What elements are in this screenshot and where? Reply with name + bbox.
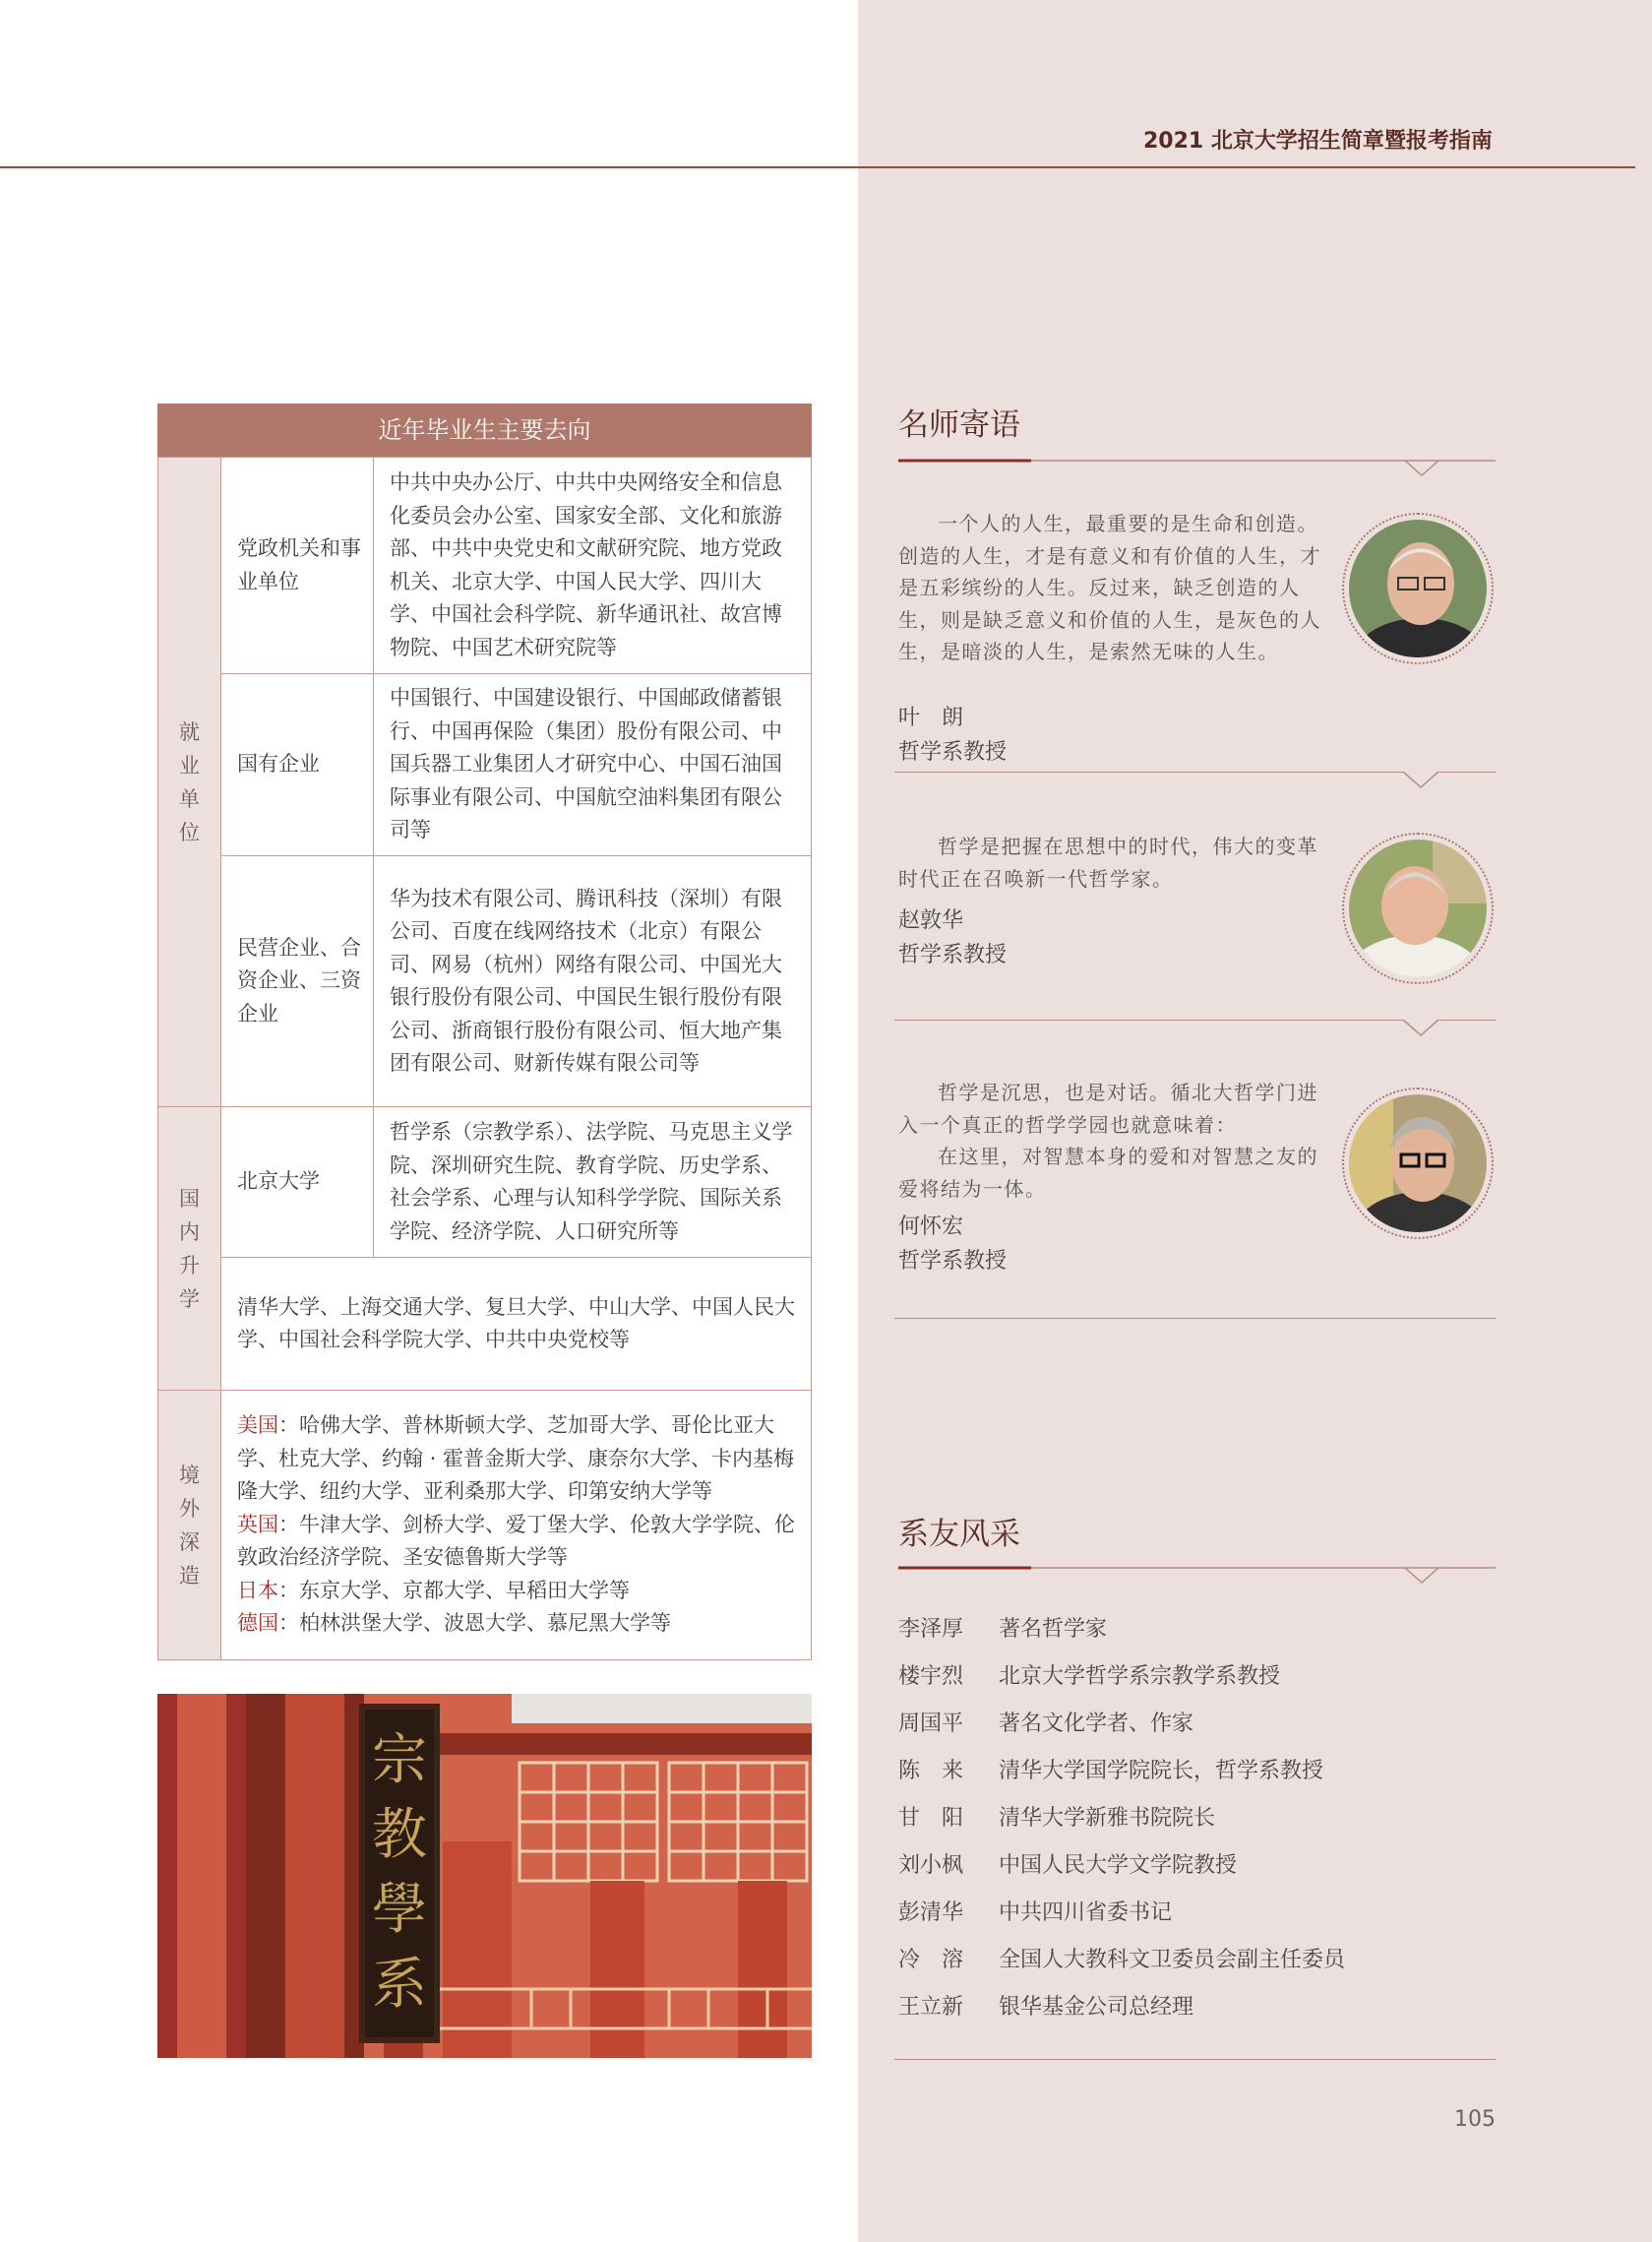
list-item (898, 1848, 1345, 1896)
running-header: 2021 北京大学招生简章暨报考指南 (1143, 129, 1493, 154)
country-label: 美国 (237, 1413, 278, 1438)
detail-cell: 哲学系（宗教学系）、法学院、马克思主义学院、深圳研究生院、教育学院、历史学系、社会学系、心理与认知科学学院、国际关系学院、经济学院、人口研究所等 (374, 1107, 812, 1258)
table-row (158, 856, 812, 1107)
country-schools: ：柏林洪堡大学、波恩大学、慕尼黑大学等 (278, 1611, 671, 1636)
teacher-role: 哲学系教授 (898, 943, 1008, 967)
list-item (898, 1612, 1345, 1659)
alumni-desc: 全国人大教科文卫委员会副主任委员 (999, 1948, 1346, 1972)
divider-notch (1403, 772, 1438, 789)
alumni-name: 冷 溶 (898, 1948, 964, 1972)
teacher-quote: 一个人的人生，最重要的是生命和创造。创造的人生，才是有意义和有价值的人生，才是五彩缤纷的人生。反过来，缺乏创造的人生，则是缺乏意义和价值的人生，是灰色的人生，是暗淡的人生，是索然无味的人生。 (898, 512, 1321, 663)
list-item (898, 1801, 1345, 1848)
table-row (158, 674, 812, 856)
divider (894, 2059, 1496, 2060)
country-schools: ：哈佛大学、普林斯顿大学、芝加哥大学、哥伦比亚大学、杜克大学、约翰 · 霍普金斯大学、康奈尔大学、卡内基梅隆大学、纽约大学、亚利桑那大学、印第安纳大学等 (237, 1413, 795, 1504)
country-schools: ：东京大学、京都大学、早稻田大学等 (278, 1578, 630, 1602)
department-building-photo (157, 1694, 812, 2058)
teacher-portrait (1342, 833, 1494, 984)
header-rule (0, 166, 1635, 168)
destinations-table (157, 404, 812, 1660)
teacher-quote: 哲学是把握在思想中的时代，伟大的变革时代正在召唤新一代哲学家。 (898, 835, 1318, 891)
table-title: 近年毕业生主要去向 (157, 404, 812, 457)
category-label: 国内升学 (179, 1186, 200, 1311)
teacher-role: 哲学系教授 (898, 1249, 1008, 1274)
list-item (898, 1990, 1345, 2037)
alumni-desc: 北京大学哲学系宗教学系教授 (999, 1664, 1281, 1689)
section-rule (898, 1558, 1496, 1588)
detail-cell: 中共中央办公厅、中共中央网络安全和信息化委员会办公室、国家安全部、文化和旅游部、中共中央党史和文献研究院、地方党政机关、北京大学、中国人民大学、四川大学、中国社会科学院、新华通讯社、故宫博物院、中国艺术研究院等 (374, 458, 812, 674)
alumni-desc: 清华大学新雅书院院长 (999, 1806, 1216, 1831)
teacher-role: 哲学系教授 (898, 740, 1008, 765)
divider-notch (1403, 1020, 1438, 1037)
teacher-portrait (1342, 513, 1494, 664)
country-label: 英国 (237, 1512, 278, 1536)
signboard-text: 宗教學系 (372, 1728, 427, 2017)
table-row (158, 1107, 812, 1258)
teacher-quote (898, 1077, 1321, 1205)
teacher-name: 赵敦华 (898, 908, 964, 933)
list-item (898, 1659, 1345, 1707)
detail-cell: 中国银行、中国建设银行、中国邮政储蓄银行、中国再保险（集团）股份有限公司、中国兵器工业集团人才研究中心、中国石油国际事业有限公司、中国航空油料集团有限公司等 (374, 674, 812, 856)
wide-detail-cell: 清华大学、上海交通大学、复旦大学、中山大学、中国人民大学、中国社会科学院大学、中共中央党校等 (221, 1258, 812, 1391)
overseas-cell (221, 1391, 812, 1660)
teacher-name: 何怀宏 (898, 1214, 964, 1239)
category-cell (158, 1391, 221, 1660)
teacher-portrait (1342, 1088, 1494, 1239)
list-item (898, 1896, 1345, 1943)
category-cell (158, 1107, 221, 1391)
detail-cell: 华为技术有限公司、腾讯科技（深圳）有限公司、百度在线网络技术（北京）有限公司、网易（杭州）网络有限公司、中国光大银行股份有限公司、中国民生银行股份有限公司、浙商银行股份有限公司、恒大地产集团有限公司、财新传媒有限公司等 (374, 856, 812, 1107)
destinations-grid (157, 457, 812, 1660)
subcategory-cell: 北京大学 (221, 1107, 374, 1258)
alumni-name: 甘 阳 (898, 1806, 964, 1831)
list-item (898, 1943, 1345, 1990)
country-schools: ：牛津大学、剑桥大学、爱丁堡大学、伦敦大学学院、伦敦政治经济学院、圣安德鲁斯大学等 (237, 1512, 795, 1570)
alumni-name: 陈 来 (898, 1759, 964, 1783)
list-item (898, 1754, 1345, 1801)
category-label: 境外深造 (179, 1463, 200, 1588)
alumni-desc: 中国人民大学文学院教授 (999, 1853, 1238, 1878)
divider (894, 1318, 1496, 1319)
alumni-name: 李泽厚 (898, 1617, 964, 1642)
table-row (158, 1258, 812, 1391)
alumni-section-title: 系友风采 (898, 1517, 1020, 1552)
section-rule (898, 449, 1496, 478)
quote-line: 在这里，对智慧本身的爱和对智慧之友的爱将结为一体。 (898, 1145, 1318, 1201)
table-row (158, 458, 812, 674)
alumni-name: 王立新 (898, 1995, 964, 2020)
table-row (158, 1391, 812, 1660)
alumni-desc: 银华基金公司总经理 (999, 1995, 1194, 2020)
alumni-list (898, 1612, 1345, 2037)
country-label: 德国 (237, 1611, 278, 1636)
alumni-desc: 中共四川省委书记 (999, 1900, 1173, 1925)
alumni-name: 周国平 (898, 1712, 964, 1736)
subcategory-cell: 民营企业、合资企业、三资企业 (221, 856, 374, 1107)
alumni-name: 刘小枫 (898, 1853, 964, 1878)
alumni-desc: 著名哲学家 (999, 1617, 1108, 1642)
quote-line: 哲学是沉思，也是对话。循北大哲学门进入一个真正的哲学学园也就意味着： (898, 1081, 1318, 1137)
alumni-desc: 清华大学国学院院长，哲学系教授 (999, 1759, 1324, 1783)
subcategory-cell: 国有企业 (221, 674, 374, 856)
category-label: 就业单位 (179, 719, 200, 844)
teacher-name: 叶 朗 (898, 706, 964, 730)
alumni-desc: 著名文化学者、作家 (999, 1712, 1194, 1736)
alumni-name: 彭清华 (898, 1900, 964, 1925)
page-number: 105 (1454, 2107, 1496, 2132)
subcategory-cell: 党政机关和事业单位 (221, 458, 374, 674)
list-item (898, 1707, 1345, 1754)
alumni-name: 楼宇烈 (898, 1664, 964, 1689)
teachers-section-title: 名师寄语 (898, 407, 1020, 443)
category-cell (158, 458, 221, 1107)
country-label: 日本 (237, 1578, 278, 1602)
